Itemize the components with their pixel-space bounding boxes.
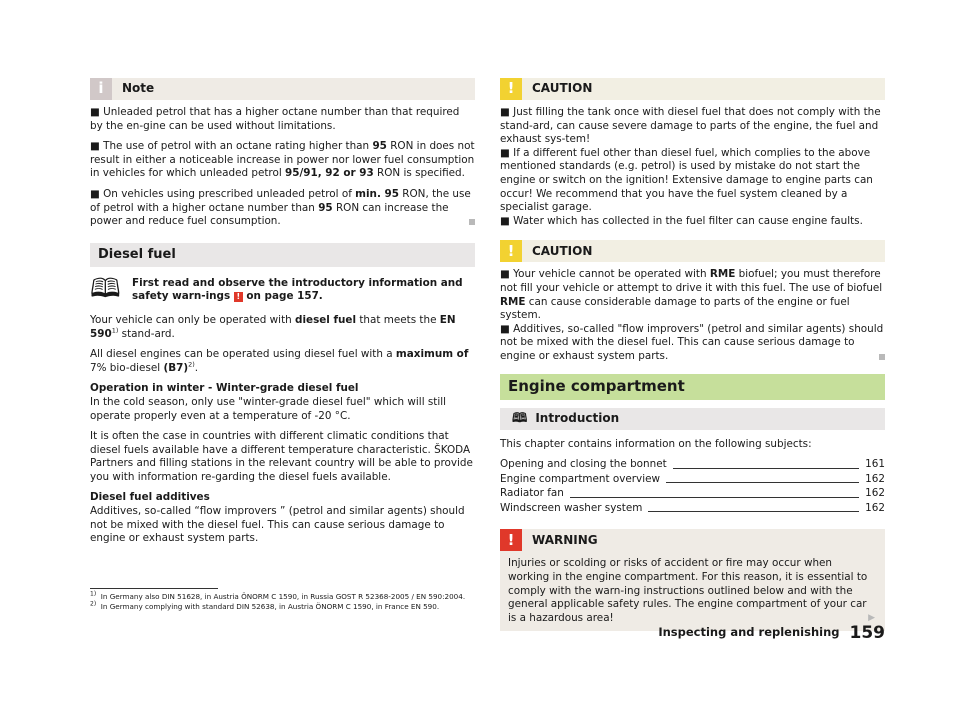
info-icon: i: [90, 78, 112, 100]
section-title-diesel: Diesel fuel: [90, 243, 475, 267]
warning-body: Injuries or scolding or risks of accident or fire may occur when working in the engine compartment. For this reason, it is essential to comply with the warn-ing instructions outlined below and with the general applicable safety rules. The engine compartment of your car is a hazardous area! ▶: [500, 551, 885, 631]
intro-header: 🕮 Introduction: [500, 408, 885, 430]
footnotes: [90, 588, 510, 612]
toc-item[interactable]: Opening and closing the bonnet 161: [500, 458, 885, 471]
page-footer: [658, 623, 885, 643]
diesel-paragraph-2: All diesel engines can be operated using diesel fuel with a maximum of 7% bio-diesel $(B7)^{2)}$.: [90, 348, 469, 374]
caution-item: ■ Your vehicle cannot be operated with RME biofuel; you must therefore not fill your vehicle or attempt to drive it with this fuel. The use of biofuel RME can cause considerable damage to parts of the engine or fuel system.: [500, 268, 883, 322]
note-header: [90, 78, 475, 100]
caution-item: ■ Just filling the tank once with diesel fuel that does not comply with the stand-ard, can cause severe damage to parts of the engine, the fuel and exhaust sys-tem!: [500, 106, 881, 146]
caution-title: CAUTION: [532, 81, 593, 96]
right-column: [500, 78, 885, 631]
diesel-paragraph-3: It is often the case in countries with different climatic conditions that diesel fuels available have a different temperature characteristic. ŠKODA Partners and filling stations in the relevant country will be able to provide you with information re-garding the diesel fuels available.: [90, 430, 473, 483]
section-end-icon: [469, 219, 475, 225]
page-number: 159: [849, 623, 885, 643]
section-end-icon: [879, 354, 885, 360]
book-icon: 🕮: [512, 410, 528, 426]
diesel-paragraph-1: Your vehicle can only be operated with diesel fuel that meets the EN 590$^{1)}$ stand-ard.: [90, 313, 456, 340]
additives-paragraph: Diesel fuel additives Additives, so-called “flow improvers ” (petrol and similar agents) should not be mixed with the diesel fuel. This can cause serious damage to engine or exhaust system parts.: [90, 491, 465, 545]
footnote: $^{2)}$ In Germany complying with standard DIN 52638, in Austria ÖNORM C 1590, in France EN 590.: [90, 600, 440, 611]
warning-header: [500, 529, 885, 551]
caution-icon: !: [500, 78, 522, 100]
caution-icon: !: [500, 240, 522, 262]
book-icon: 🕮: [90, 273, 121, 304]
winter-paragraph: Operation in winter - Winter-grade diesel fuel In the cold season, only use "winter-grade diesel fuel" which will still operate properly even at a temperature of -20 °C.: [90, 382, 447, 422]
note-item: ■ The use of petrol with an octane rating higher than 95 RON in does not result in either a noticeable increase in power nor lower fuel consumption in vehicles for which unleaded petrol 95/91, 92 or 93 RON is specified.: [90, 140, 475, 180]
first-read-link[interactable]: on page 157.: [246, 290, 323, 303]
toc-list: [500, 458, 885, 515]
caution-item: ■ If a different fuel other than diesel fuel, which complies to the above mentioned standards (e.g. petrol) is used by mistake do not start the engine or switch on the ignition! Extensive damage to engine parts can occur! We recommend that you have the fuel system cleaned by a specialist garage.: [500, 146, 873, 214]
warning-icon: !: [500, 529, 522, 551]
caution-body: [500, 106, 885, 228]
first-read-block: [90, 273, 475, 304]
caution-title: CAUTION: [532, 243, 593, 258]
note-body: [90, 106, 475, 229]
warning-title: WARNING: [532, 532, 598, 547]
intro-text: This chapter contains information on the following subjects:: [500, 437, 812, 450]
chapter-title-engine: Engine compartment: [500, 374, 885, 400]
note-title: Note: [122, 81, 155, 96]
continue-arrow-icon: ▶: [868, 612, 875, 623]
footer-section-label: Inspecting and replenishing: [658, 625, 840, 639]
toc-item[interactable]: Engine compartment overview 162: [500, 472, 885, 485]
note-item: ■ On vehicles using prescribed unleaded petrol of min. 95 RON, the use of petrol with a higher octane number than 95 RON can increase the power and reduce fuel consumption.: [90, 188, 475, 229]
toc-item[interactable]: Radiator fan 162: [500, 487, 885, 500]
warning-icon: !: [234, 292, 243, 302]
caution-body: [500, 268, 885, 363]
caution-item: ■ Additives, so-called "flow improvers" (petrol and similar agents) should not be mixed with the diesel fuel. This can cause serious damage to engine or exhaust system parts.: [500, 322, 884, 362]
note-item: ■ Unleaded petrol that has a higher octane number than that required by the en-gine can be used without limitations.: [90, 106, 460, 132]
caution-header: [500, 240, 885, 262]
first-read-text: First read and observe the introductory information and safety warn-ings ! on page 157.: [132, 276, 463, 303]
caution-header: [500, 78, 885, 100]
left-column: [90, 78, 475, 553]
toc-item[interactable]: Windscreen washer system 162: [500, 501, 885, 514]
footnote: $^{1)}$ In Germany also DIN 51628, in Austria ÖNORM C 1590, in Russia GOST R 52368-2005 / EN 590:2004.: [90, 590, 466, 601]
caution-item: ■ Water which has collected in the fuel filter can cause engine faults.: [500, 214, 863, 227]
